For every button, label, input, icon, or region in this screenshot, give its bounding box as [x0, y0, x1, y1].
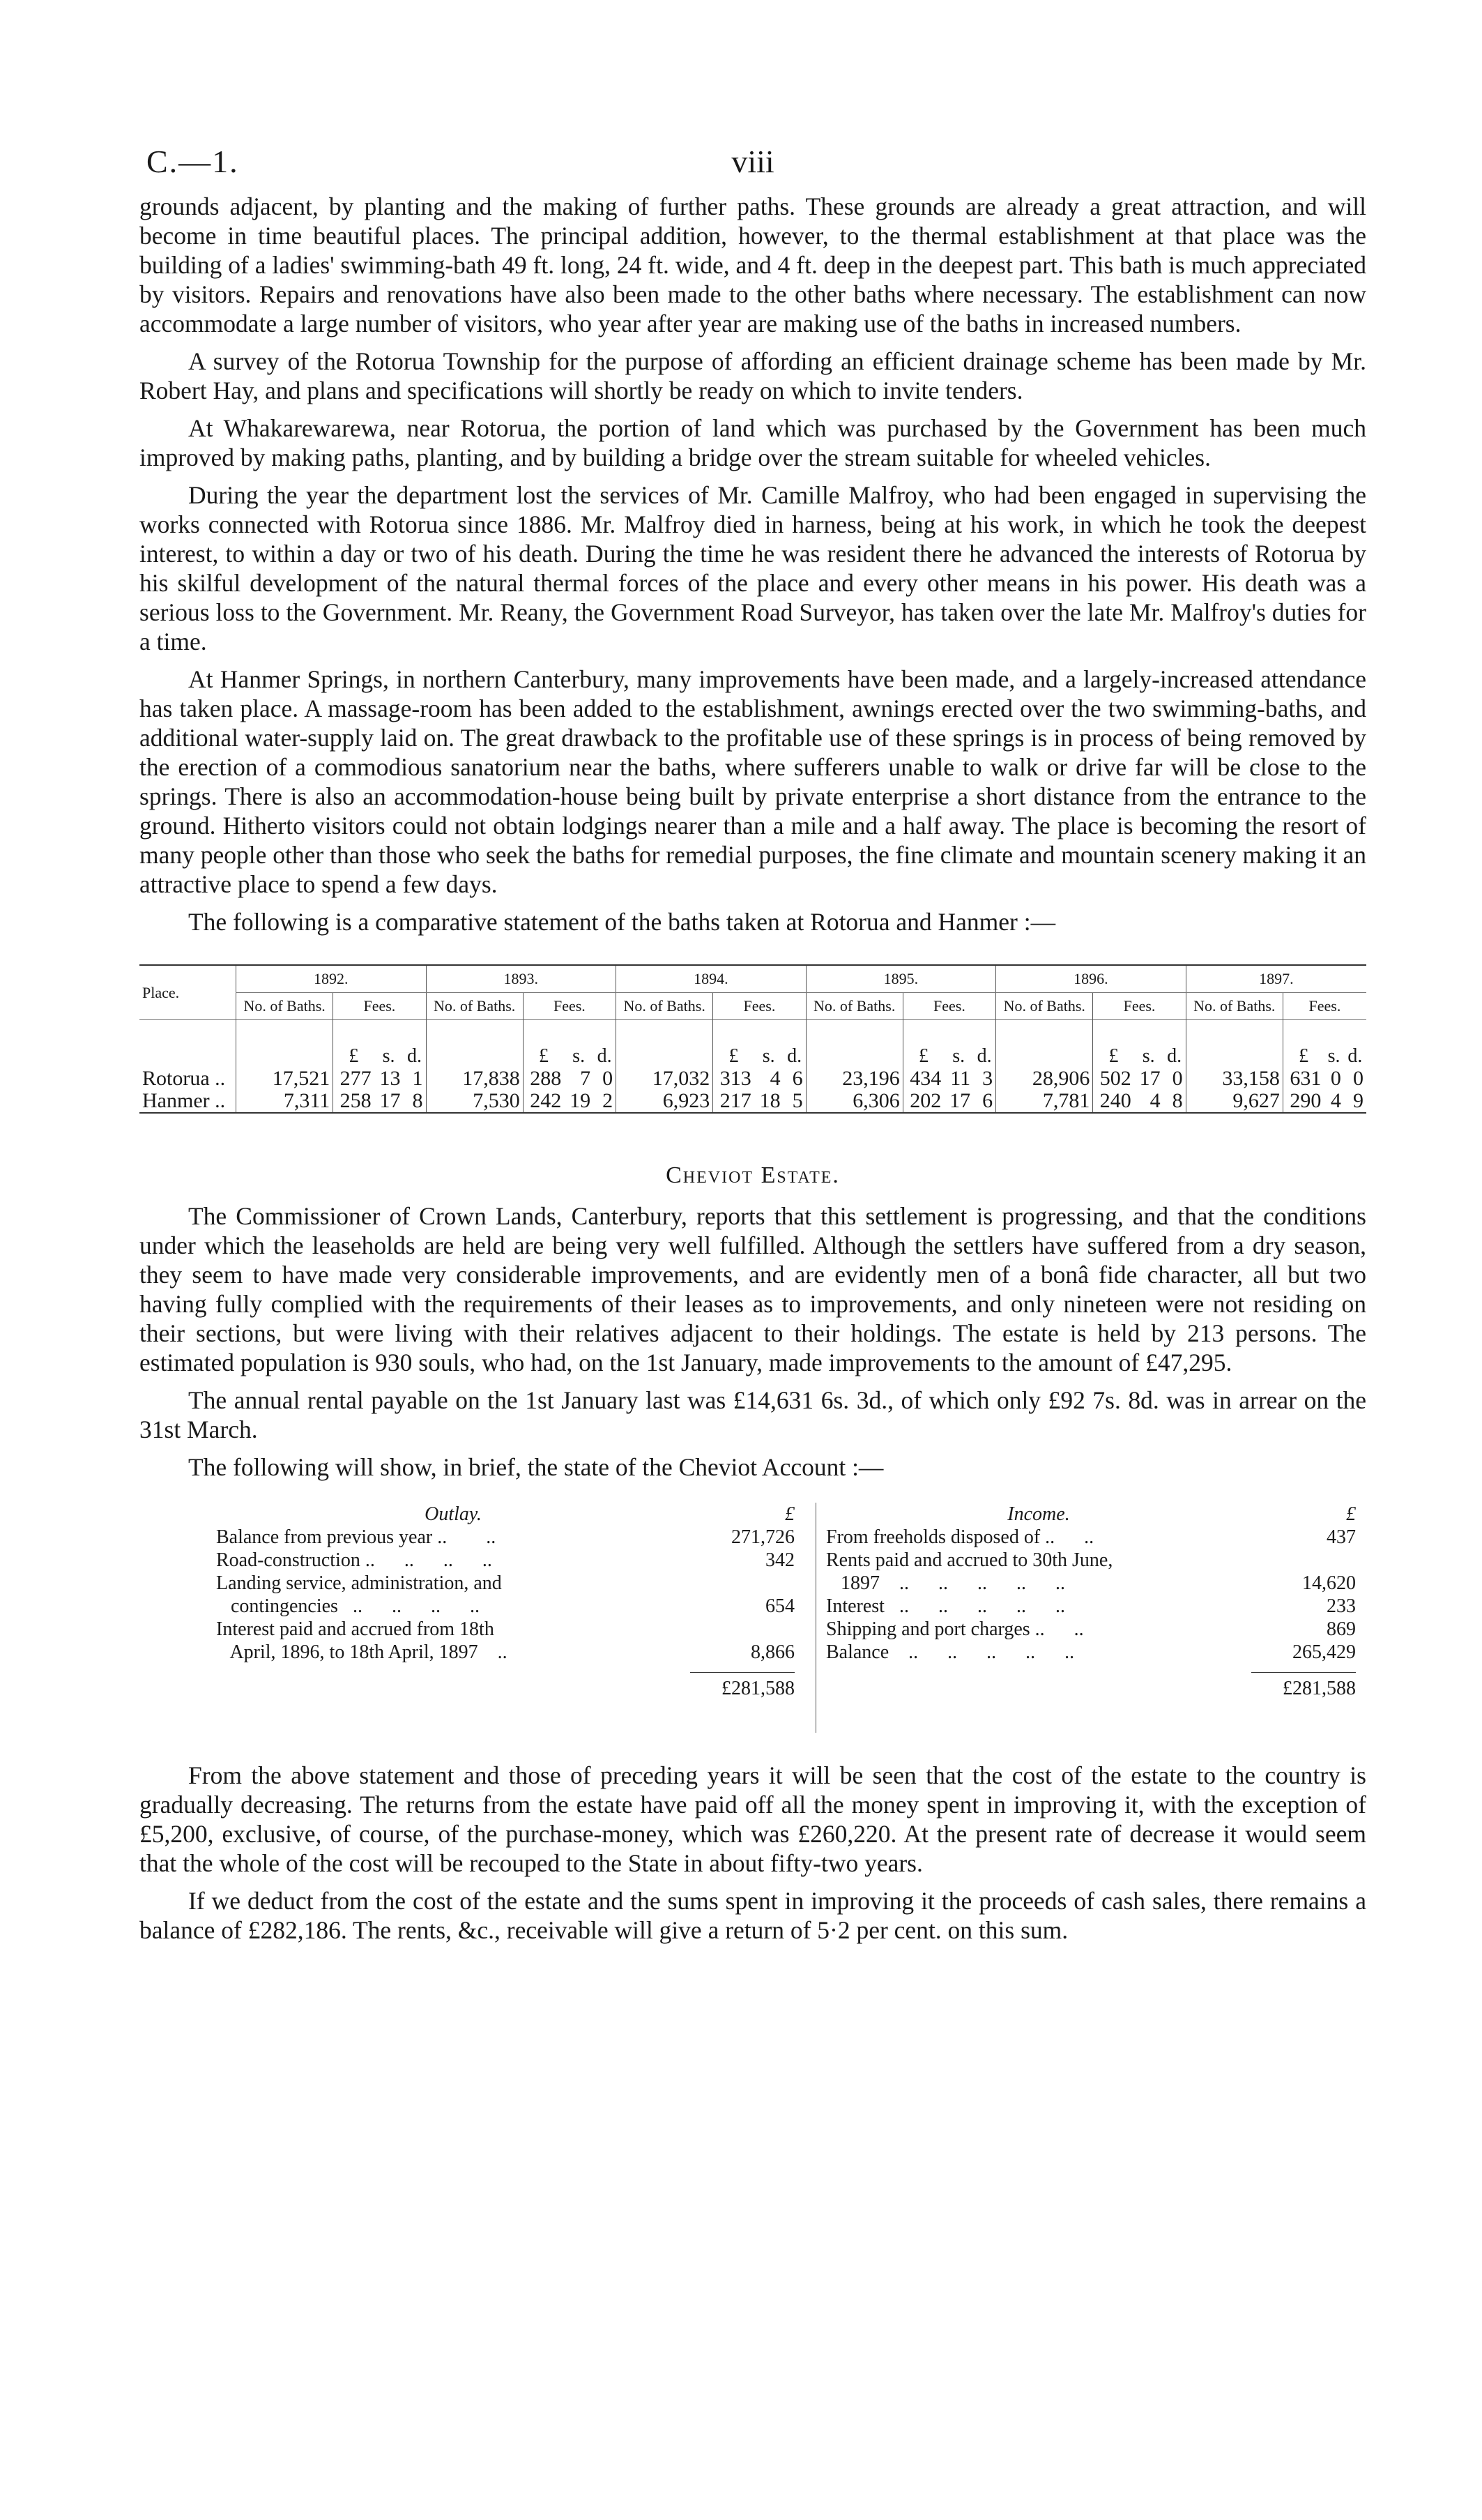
- fees-cell: 0: [1330, 1067, 1341, 1090]
- outlay-amount: 8,866: [751, 1641, 795, 1663]
- currency-unit: s.: [382, 1045, 395, 1067]
- income-label: Balance .. .. .. .. ..: [826, 1641, 1075, 1663]
- fees-cell: 17: [1139, 1067, 1161, 1090]
- income-label: Shipping and port charges .. ..: [826, 1618, 1084, 1640]
- paragraph: The annual rental payable on the 1st January last was £14,631 6s. 3d., of which only £92 7s. 8d. was in arrear on the 31st March.: [139, 1386, 1366, 1443]
- fees-cell: 13: [379, 1067, 401, 1090]
- outlay-amount: 342: [765, 1549, 795, 1571]
- income-amount: 265,429: [1292, 1641, 1356, 1663]
- income-row: [826, 1549, 1356, 1572]
- fees-cell: 1: [412, 1067, 423, 1090]
- place-header: Place.: [142, 983, 180, 1001]
- currency-unit: £: [1093, 1020, 1134, 1068]
- currency-unit: £: [1283, 1020, 1324, 1068]
- income-label: From freeholds disposed of .. ..: [826, 1526, 1094, 1548]
- outlay-row: [216, 1618, 795, 1641]
- income-label: 1897 .. .. .. .. ..: [826, 1572, 1065, 1594]
- income-amount: 233: [1327, 1595, 1356, 1617]
- fees-header: Fees.: [333, 993, 426, 1020]
- outlay-row: [216, 1595, 795, 1618]
- fees-cell: 631: [1283, 1068, 1324, 1090]
- year-header: 1894.: [616, 965, 807, 993]
- income-column: [816, 1503, 1356, 1733]
- fees-cell: 8: [1172, 1089, 1183, 1112]
- fees-cell: 202: [903, 1090, 944, 1113]
- outlay-label: Landing service, administration, and: [216, 1572, 502, 1594]
- fees-cell: 313: [713, 1068, 754, 1090]
- no-of-baths-header: No. of Baths.: [806, 993, 903, 1020]
- fees-header: Fees.: [1093, 993, 1186, 1020]
- outlay-amount: 654: [765, 1595, 795, 1617]
- table-row: [139, 1090, 1366, 1113]
- baths-count-cell: 7,311: [236, 1090, 333, 1113]
- fees-cell: 19: [570, 1089, 591, 1112]
- baths-count-cell: 6,306: [806, 1090, 903, 1113]
- section-title: Cheviot Estate.: [666, 1162, 840, 1188]
- fees-cell: 242: [523, 1090, 564, 1113]
- paper-reference: C.—1.: [146, 144, 239, 179]
- currency-unit: s.: [572, 1045, 586, 1067]
- outlay-amount: [690, 1618, 795, 1641]
- baths-count-cell: 17,521: [236, 1068, 333, 1090]
- outlay-header: Outlay.: [425, 1503, 482, 1525]
- fees-cell: 0: [1172, 1067, 1183, 1090]
- fees-cell: 4: [770, 1067, 781, 1090]
- outlay-row: [216, 1526, 795, 1549]
- fees-header: Fees.: [713, 993, 806, 1020]
- currency-unit: £: [523, 1020, 564, 1068]
- year-header: 1897.: [1186, 965, 1366, 993]
- outlay-label: April, 1896, to 18th April, 1897 ..: [216, 1641, 507, 1663]
- currency-unit: d.: [787, 1045, 802, 1067]
- fees-cell: 0: [602, 1067, 613, 1090]
- currency-unit: s.: [1327, 1045, 1340, 1067]
- income-amount: [1251, 1549, 1356, 1572]
- income-row: [826, 1618, 1356, 1641]
- income-amount: 869: [1327, 1618, 1356, 1640]
- page-number: viii: [731, 144, 774, 179]
- fees-cell: 0: [1353, 1067, 1363, 1090]
- outlay-row: [216, 1572, 795, 1595]
- income-header: Income.: [1007, 1503, 1070, 1525]
- outlay-amount: [690, 1572, 795, 1595]
- outlay-label: Balance from previous year .. ..: [216, 1526, 496, 1548]
- baths-count-cell: 6,923: [616, 1090, 713, 1113]
- outlay-row: [216, 1641, 795, 1664]
- baths-count-cell: 7,530: [426, 1090, 523, 1113]
- currency-unit: s.: [1142, 1045, 1155, 1067]
- fees-header: Fees.: [903, 993, 995, 1020]
- paragraph: grounds adjacent, by planting and the making of further paths. These grounds are already a great attraction, and will become in time beautiful places. The principal addition, however, to the thermal establishment at that place was the building of a ladies' swimming-bath 49 ft. long, 24 ft. wide, and 4 ft. deep in the deepest part. This bath is much appreciated by visitors. Repairs and renovations have also been made to the other baths where necessary. The establishment can now accommodate a large number of visitors, who year after year are making use of the baths in increased numbers.: [139, 192, 1366, 337]
- fees-cell: 3: [982, 1067, 993, 1090]
- baths-count-cell: 23,196: [806, 1068, 903, 1090]
- year-header: 1892.: [236, 965, 427, 993]
- no-of-baths-header: No. of Baths.: [1186, 993, 1283, 1020]
- outlay-row: [216, 1549, 795, 1572]
- baths-count-cell: 17,032: [616, 1068, 713, 1090]
- currency-unit: d.: [1167, 1045, 1182, 1067]
- currency-unit: d.: [1347, 1045, 1363, 1067]
- currency-unit: £: [903, 1020, 944, 1068]
- fees-cell: 258: [333, 1090, 374, 1113]
- fees-cell: 5: [792, 1089, 803, 1112]
- income-amount: 14,620: [1302, 1572, 1356, 1594]
- no-of-baths-header: No. of Baths.: [426, 993, 523, 1020]
- currency-unit: £: [333, 1020, 374, 1068]
- fees-cell: 434: [903, 1068, 944, 1090]
- income-label: Rents paid and accrued to 30th June,: [826, 1549, 1113, 1571]
- fees-cell: 290: [1283, 1090, 1324, 1113]
- paragraph: The following will show, in brief, the state of the Cheviot Account :—: [188, 1453, 884, 1481]
- paragraph: At Whakarewarewa, near Rotorua, the portion of land which was purchased by the Government has been much improved by making paths, planting, and by building a bridge over the stream suitable for wheeled vehicles.: [139, 414, 1366, 471]
- income-amount: 437: [1327, 1526, 1356, 1548]
- year-header: 1896.: [996, 965, 1186, 993]
- page-header: [139, 143, 1366, 192]
- fees-cell: 17: [949, 1089, 971, 1112]
- fees-header: Fees.: [523, 993, 616, 1020]
- baths-count-cell: 17,838: [426, 1068, 523, 1090]
- fees-cell: 2: [602, 1089, 613, 1112]
- income-total: £281,588: [1251, 1672, 1356, 1700]
- paragraph: The Commissioner of Crown Lands, Canterbury, reports that this settlement is progressing, and that the conditions under which the leaseholds are held are being very well fulfilled. Although the settlers have suffered from a dry season, they seem to have made very considerable improvements, and are evidently men of a bonâ fide character, all but two having fully complied with the requirements of their leases as to improvements, and only nineteen were not residing on their sections, but were living with their relatives adjacent to their holdings. The estate is held by 213 persons. The estimated population is 930 souls, who had, on the 1st January, made improvements to the amount of £47,295.: [139, 1202, 1366, 1376]
- income-row: [826, 1595, 1356, 1618]
- fees-cell: 217: [713, 1090, 754, 1113]
- baths-count-cell: 33,158: [1186, 1068, 1283, 1090]
- currency-unit: s.: [952, 1045, 965, 1067]
- no-of-baths-header: No. of Baths.: [236, 993, 333, 1020]
- paragraph: If we deduct from the cost of the estate and the sums spent in improving it the proceeds of cash sales, there remains a balance of £282,186. The rents, &c., receivable will give a return of 5·2 per cent. on this sum.: [139, 1887, 1366, 1944]
- outlay-total: £281,588: [690, 1672, 795, 1700]
- document-page: [139, 143, 1366, 1953]
- cheviot-account: [139, 1503, 1366, 1733]
- income-row: [826, 1526, 1356, 1549]
- paragraph: A survey of the Rotorua Township for the purpose of affording an efficient drainage scheme has been made by Mr. Robert Hay, and plans and specifications will shortly be ready on which to invite tenders.: [139, 347, 1366, 404]
- fees-cell: 11: [950, 1067, 971, 1090]
- baths-table: [139, 964, 1366, 1114]
- fees-cell: 240: [1093, 1090, 1134, 1113]
- fees-cell: 4: [1149, 1089, 1161, 1112]
- income-label: Interest .. .. .. .. ..: [826, 1595, 1065, 1617]
- fees-cell: 17: [379, 1089, 401, 1112]
- outlay-amount: 271,726: [731, 1526, 795, 1548]
- fees-cell: 277: [333, 1068, 374, 1090]
- currency-symbol: £: [785, 1503, 795, 1525]
- fees-cell: 4: [1330, 1089, 1341, 1112]
- year-header: 1893.: [426, 965, 616, 993]
- fees-cell: 8: [412, 1089, 423, 1112]
- currency-symbol: £: [1346, 1503, 1356, 1525]
- year-header: 1895.: [806, 965, 996, 993]
- baths-count-cell: 28,906: [996, 1068, 1093, 1090]
- place-cell: Hanmer ..: [142, 1089, 226, 1112]
- no-of-baths-header: No. of Baths.: [996, 993, 1093, 1020]
- fees-header: Fees.: [1283, 993, 1366, 1020]
- fees-cell: 9: [1353, 1089, 1363, 1112]
- currency-unit: s.: [762, 1045, 775, 1067]
- paragraph: From the above statement and those of preceding years it will be seen that the cost of the estate to the country is gradually decreasing. The returns from the estate have paid off all the money spent in improving it, with the exception of £5,200, exclusive, of course, of the purchase-money, which was £260,220. At the present rate of decrease it would seem that the whole of the cost will be recouped to the State in about fifty-two years.: [139, 1761, 1366, 1877]
- currency-unit: £: [713, 1020, 754, 1068]
- baths-count-cell: 7,781: [996, 1090, 1093, 1113]
- place-cell: Rotorua ..: [142, 1067, 226, 1090]
- outlay-label: contingencies .. .. .. ..: [216, 1595, 480, 1617]
- paragraph: During the year the department lost the services of Mr. Camille Malfroy, who had been engaged in supervising the works connected with Rotorua since 1886. Mr. Malfroy died in harness, being at his work, in which he took the deepest interest, to within a day or two of his death. During the time he was resident there he advanced the interests of Rotorua by his skilful development of the natural thermal forces of the place and every other means in his power. His death was a serious loss to the Government. Mr. Reany, the Government Road Surveyor, has taken over the late Mr. Malfroy's duties for a time.: [139, 481, 1366, 655]
- fees-cell: 6: [982, 1089, 993, 1112]
- outlay-label: Interest paid and accrued from 18th: [216, 1618, 494, 1640]
- no-of-baths-header: No. of Baths.: [616, 993, 713, 1020]
- income-row: [826, 1641, 1356, 1664]
- fees-cell: 288: [523, 1068, 564, 1090]
- fees-cell: 502: [1093, 1068, 1134, 1090]
- paragraph: The following is a comparative statement of the baths taken at Rotorua and Hanmer :—: [188, 908, 1056, 936]
- outlay-label: Road-construction .. .. .. ..: [216, 1549, 492, 1571]
- fees-cell: 6: [792, 1067, 803, 1090]
- baths-count-cell: 9,627: [1186, 1090, 1283, 1113]
- currency-unit: d.: [977, 1045, 992, 1067]
- income-row: [826, 1572, 1356, 1595]
- table-row: [139, 1068, 1366, 1090]
- outlay-column: [216, 1503, 795, 1700]
- currency-unit: d.: [407, 1045, 422, 1067]
- fees-cell: 18: [759, 1089, 781, 1112]
- paragraph: At Hanmer Springs, in northern Canterbury, many improvements have been made, and a largely-increased attendance has taken place. A massage-room has been added to the establishment, awnings erected over the two swimming-baths, and additional water-supply laid on. The great drawback to the profitable use of these springs is in process of being removed by the erection of a commodious sanatorium near the baths, where sufferers unable to walk or drive far will be close to the springs. There is also an accommodation-house being built by private enterprise a short distance from the entrance to the ground. Hitherto visitors could not obtain lodgings nearer than a mile and a half away. The place is becoming the resort of many people other than those who seek the baths for remedial purposes, the fine climate and mountain scenery making it an attractive place to spend a few days.: [139, 665, 1366, 898]
- fees-cell: 7: [580, 1067, 591, 1090]
- currency-unit: d.: [597, 1045, 612, 1067]
